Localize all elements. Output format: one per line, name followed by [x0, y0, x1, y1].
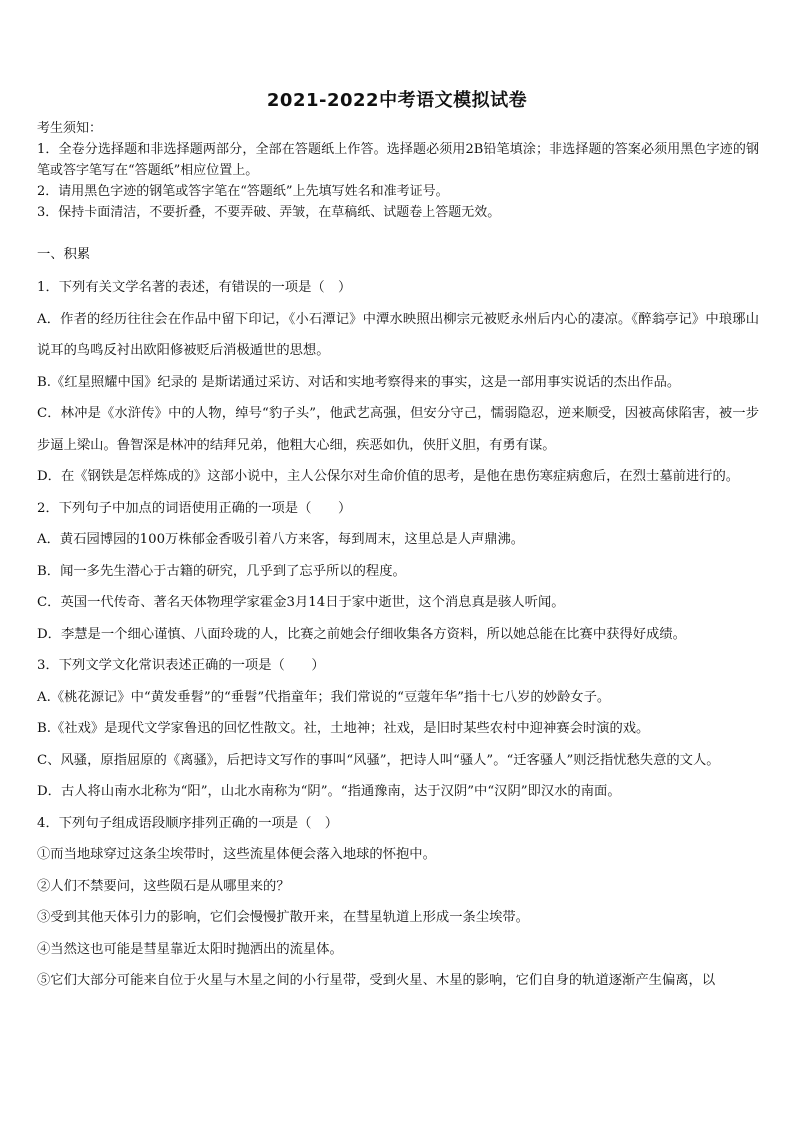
question-option: A．黄石园博园的100万株郁金香吸引着八方来客，每到周末，这里总是人声鼎沸。	[37, 532, 525, 547]
notice-item: 1．全卷分选择题和非选择题两部分，全部在答题纸上作答。选择题必须用2B铅笔填涂；非选择题的答案必须用黑色字迹的钢笔或答字笔写在“答题纸”相应位置上。	[37, 142, 759, 178]
section-heading: 一、积累	[37, 247, 91, 262]
notice-heading: 考生须知：	[37, 121, 103, 136]
question-option: D．古人将山南水北称为“阳”，山北水南称为“阴”。“指通豫南，达于汉阴”中“汉阴”即汉水的南面。	[37, 784, 621, 799]
question-option: C、风骚，原指屈原的《离骚》，后把诗文写作的事叫“风骚”，把诗人叫“骚人”。“迁客骚人”则泛指忧愁失意的文人。	[37, 752, 720, 768]
notice-item: 2．请用黑色字迹的钢笔或答字笔在“答题纸”上先填写姓名和准考证号。	[37, 184, 449, 199]
question-stem: 3．下列文学文化常识表述正确的一项是（ ）	[37, 658, 325, 673]
notice-item: 3．保持卡面清洁，不要折叠，不要弄破、弄皱，在草稿纸、试题卷上答题无效。	[37, 205, 501, 220]
question-stem: 2．下列句子中加点的词语使用正确的一项是（ ）	[37, 500, 352, 516]
sentence-item: ①而当地球穿过这条尘埃带时，这些流星体便会落入地球的怀抱中。	[37, 847, 436, 862]
question-option: C．英国一代传奇、著名天体物理学家霍金3月14日于家中逝世，这个消息真是骇人听闻。	[37, 595, 565, 610]
question-stem: 4．下列句子组成语段顺序排列正确的一项是（ ）	[37, 815, 338, 831]
question-2	[37, 493, 759, 651]
candidate-notice	[37, 118, 759, 223]
sentence-item: ⑤它们大部分可能来自位于火星与木星之间的小行星带，受到火星、木星的影响，它们自身的轨道逐渐产生偏离，以	[37, 973, 716, 988]
sentence-item: ②人们不禁要问，这些陨石是从哪里来的？	[37, 878, 290, 894]
page-title: 2021-2022中考语文模拟试卷	[266, 90, 528, 111]
question-option: D．在《钢铁是怎样炼成的》这部小说中，主人公保尔对生命价值的思考，是他在患伤寒症病愈后，在烈士墓前进行的。	[37, 469, 740, 484]
sentence-item: ④当然这也可能是彗星靠近太阳时抛洒出的流星体。	[37, 941, 343, 957]
question-3	[37, 650, 759, 808]
question-4	[37, 808, 759, 997]
question-option: C．林冲是《水浒传》中的人物，绰号“豹子头”，他武艺高强，但安分守己，懦弱隐忍，逆来顺受，因被高俅陷害，被一步步逼上梁山。鲁智深是林冲的结拜兄弟，他粗大心细，疾恶如仇，侠肝义胆，有勇有谋。	[37, 406, 759, 453]
question-option: B.《社戏》是现代文学家鲁迅的回忆性散文。社，土地神；社戏，是旧时某些农村中迎神赛会时演的戏。	[37, 721, 650, 736]
question-1	[37, 272, 759, 493]
question-stem: 1．下列有关文学名著的表述，有错误的一项是（ ）	[37, 280, 352, 295]
exam-content	[37, 244, 759, 997]
question-option: D．李慧是一个细心谨慎、八面玲珑的人，比赛之前她会仔细收集各方资料，所以她总能在比赛中获得好成绩。	[37, 626, 686, 642]
question-option: B.《红星照耀中国》纪录的 是斯诺通过采访、对话和实地考察得来的事实，这是一部用事实说话的杰出作品。	[37, 374, 681, 390]
question-option: A．作者的经历往往会在作品中留下印记，《小石潭记》中潭水映照出柳宗元被贬永州后内心的凄凉。《醉翁亭记》中琅琊山说耳的鸟鸣反衬出欧阳修被贬后消极遁世的思想。	[37, 311, 759, 358]
question-option: B．闻一多先生潜心于古籍的研究，几乎到了忘乎所以的程度。	[37, 563, 406, 579]
sentence-item: ③受到其他天体引力的影响，它们会慢慢扩散开来，在彗星轨道上形成一条尘埃带。	[37, 910, 529, 925]
question-option: A.《桃花源记》中“黄发垂髫”的“垂髫”代指童年；我们常说的“豆蔻年华”指十七八岁的妙龄女子。	[37, 689, 611, 705]
